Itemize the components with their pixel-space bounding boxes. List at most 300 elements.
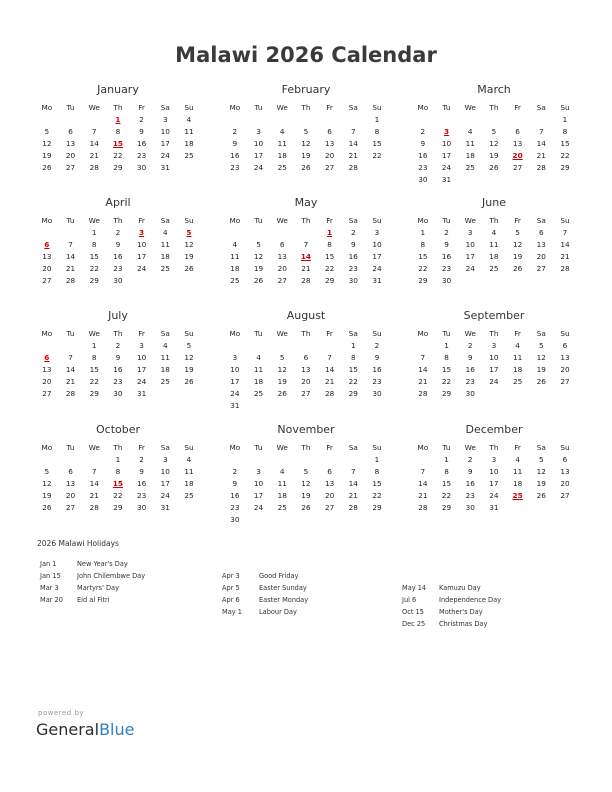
month-name: February — [281, 83, 331, 96]
holiday-date-label: Mar 3 — [40, 584, 59, 592]
weekday-label: We — [276, 443, 288, 452]
day-cell: 18 — [512, 479, 523, 488]
day-cell: 8 — [91, 353, 97, 362]
day-cell: 26 — [512, 264, 523, 273]
empty-day-cell — [482, 388, 506, 400]
weekday-label: Su — [184, 216, 194, 225]
week-row — [223, 239, 389, 251]
holiday-name: John Chilembwe Day — [77, 572, 146, 580]
holiday-date-label: May 1 — [222, 608, 242, 616]
day-cell: 12 — [184, 353, 194, 362]
day-cell: 13 — [65, 479, 76, 488]
day-cell: 16 — [136, 139, 147, 148]
weekday-label: We — [464, 216, 476, 225]
day-cell: 21 — [301, 264, 311, 273]
empty-day-cell — [247, 114, 271, 126]
month-august — [223, 309, 389, 412]
day-cell: 10 — [136, 240, 147, 249]
day-cell: 12 — [253, 252, 264, 261]
day-cell: 12 — [184, 240, 194, 249]
empty-day-cell — [553, 388, 577, 400]
day-cell: 1 — [444, 455, 449, 464]
day-cell: 28 — [536, 163, 546, 172]
week-row — [35, 275, 201, 287]
weekday-label: Th — [113, 216, 123, 225]
week-row — [223, 352, 389, 364]
holiday-date: 6 — [44, 353, 50, 362]
week-row — [35, 352, 201, 364]
day-cell: 6 — [562, 341, 568, 350]
holiday-date: 6 — [44, 240, 50, 249]
day-cell: 20 — [560, 365, 570, 374]
weekday-label: Tu — [254, 329, 263, 338]
empty-day-cell — [59, 454, 83, 466]
holiday-date: 1 — [115, 115, 121, 124]
day-cell: 24 — [160, 491, 170, 500]
day-cell: 6 — [515, 127, 520, 136]
holiday-name: Good Friday — [259, 572, 299, 580]
brand-blue-text: Blue — [99, 720, 135, 739]
generalblue-logo[interactable] — [36, 720, 134, 739]
empty-day-cell — [223, 227, 247, 239]
weekday-label: Mo — [41, 329, 53, 338]
day-cell: 31 — [489, 503, 499, 512]
holiday-date-label: Apr 6 — [222, 596, 240, 604]
day-cell: 27 — [65, 503, 76, 512]
day-cell: 2 — [232, 127, 238, 136]
day-cell: 8 — [91, 240, 97, 249]
month-name: March — [477, 83, 511, 96]
empty-day-cell — [458, 114, 482, 126]
day-cell: 14 — [89, 139, 99, 148]
day-cell: 4 — [162, 228, 168, 237]
day-cell: 29 — [89, 389, 99, 398]
day-cell: 5 — [279, 353, 285, 362]
day-cell: 14 — [418, 479, 428, 488]
weekday-label: Tu — [66, 443, 75, 452]
empty-day-cell — [411, 454, 435, 466]
day-cell: 17 — [136, 365, 147, 374]
day-cell: 2 — [467, 341, 473, 350]
day-cell: 14 — [560, 240, 570, 249]
holiday-date-label: Jan 1 — [40, 560, 57, 568]
day-cell: 10 — [160, 127, 170, 136]
day-cell: 2 — [350, 228, 356, 237]
empty-day-cell — [294, 227, 318, 239]
day-cell: 22 — [348, 377, 358, 386]
day-cell: 6 — [562, 455, 568, 464]
day-cell: 5 — [515, 228, 520, 237]
day-cell: 15 — [441, 479, 452, 488]
weekday-header — [223, 102, 389, 114]
day-cell: 3 — [491, 341, 497, 350]
day-cell: 7 — [562, 228, 568, 237]
day-cell: 12 — [489, 139, 499, 148]
day-cell: 29 — [441, 389, 452, 398]
day-cell: 24 — [160, 151, 170, 160]
day-cell: 23 — [465, 377, 475, 386]
empty-day-cell — [294, 340, 318, 352]
day-cell: 10 — [489, 467, 499, 476]
day-cell: 16 — [372, 365, 382, 374]
holiday-name: Martyrs' Day — [77, 584, 120, 592]
day-cell: 18 — [512, 365, 523, 374]
day-cell: 11 — [277, 139, 287, 148]
empty-day-cell — [153, 388, 177, 400]
day-cell: 13 — [42, 252, 52, 261]
day-cell: 4 — [256, 353, 261, 362]
day-cell: 21 — [536, 151, 546, 160]
empty-day-cell — [553, 275, 577, 287]
day-cell: 25 — [184, 151, 194, 160]
day-cell: 21 — [65, 377, 76, 386]
day-cell: 4 — [186, 455, 192, 464]
day-cell: 25 — [489, 264, 499, 273]
empty-day-cell — [59, 114, 83, 126]
week-row — [411, 376, 577, 388]
weekday-label: We — [88, 216, 100, 225]
day-cell: 19 — [184, 365, 194, 374]
weekday-label: Tu — [442, 103, 451, 112]
empty-day-cell — [130, 275, 154, 287]
week-row — [223, 162, 389, 174]
month-july — [35, 309, 201, 400]
day-cell: 25 — [277, 163, 287, 172]
weekday-label: Th — [113, 103, 123, 112]
week-row — [35, 466, 201, 478]
day-cell: 19 — [301, 491, 311, 500]
holiday-date-label: Apr 3 — [222, 572, 240, 580]
day-cell: 15 — [89, 252, 99, 261]
day-cell: 27 — [42, 389, 52, 398]
day-cell: 14 — [324, 365, 335, 374]
month-may — [223, 196, 389, 287]
holiday-date-label: Jan 15 — [40, 572, 61, 580]
day-cell: 30 — [348, 276, 358, 285]
day-cell: 23 — [441, 264, 452, 273]
day-cell: 25 — [160, 264, 170, 273]
week-row — [411, 126, 577, 138]
day-cell: 7 — [350, 127, 356, 136]
day-cell: 9 — [350, 240, 356, 249]
week-row — [411, 502, 577, 514]
empty-day-cell — [365, 400, 389, 412]
day-cell: 16 — [465, 365, 475, 374]
day-cell: 24 — [253, 503, 264, 512]
day-cell: 7 — [68, 240, 73, 249]
day-cell: 20 — [536, 252, 546, 261]
day-cell: 11 — [253, 365, 264, 374]
week-row — [223, 227, 389, 239]
day-cell: 27 — [560, 491, 570, 500]
day-cell: 3 — [256, 127, 261, 136]
day-cell: 25 — [160, 377, 170, 386]
weekday-label: Th — [113, 443, 123, 452]
weekday-label: Tu — [442, 216, 451, 225]
day-cell: 29 — [324, 276, 335, 285]
weekday-header — [223, 328, 389, 340]
day-cell: 29 — [560, 163, 570, 172]
day-cell: 21 — [324, 377, 335, 386]
holiday-date: 25 — [512, 491, 523, 500]
holiday-item — [40, 570, 220, 582]
week-row — [411, 388, 577, 400]
day-cell: 4 — [491, 228, 497, 237]
day-cell: 1 — [420, 228, 426, 237]
day-cell: 1 — [562, 115, 568, 124]
day-cell: 29 — [113, 503, 123, 512]
day-cell: 5 — [44, 467, 50, 476]
day-cell: 28 — [65, 276, 76, 285]
day-cell: 18 — [230, 264, 240, 273]
day-cell: 5 — [491, 127, 497, 136]
day-cell: 27 — [324, 163, 335, 172]
empty-day-cell — [506, 275, 530, 287]
empty-day-cell — [35, 114, 59, 126]
day-cell: 3 — [232, 353, 238, 362]
weekday-label: Th — [489, 443, 499, 452]
holiday-name: Mother's Day — [439, 608, 483, 616]
day-cell: 24 — [253, 163, 264, 172]
day-cell: 23 — [465, 491, 475, 500]
day-cell: 2 — [467, 455, 473, 464]
week-row — [223, 478, 389, 490]
week-row — [223, 275, 389, 287]
day-cell: 26 — [277, 389, 287, 398]
empty-day-cell — [318, 114, 342, 126]
day-cell: 12 — [536, 353, 546, 362]
day-cell: 30 — [372, 389, 382, 398]
day-cell: 24 — [136, 264, 147, 273]
weekday-label: Th — [301, 443, 311, 452]
holiday-date-label: May 14 — [402, 584, 427, 592]
day-cell: 26 — [253, 276, 264, 285]
day-cell: 4 — [515, 341, 520, 350]
day-cell: 22 — [113, 151, 123, 160]
empty-day-cell — [270, 514, 294, 526]
week-row — [411, 490, 577, 502]
day-cell: 15 — [89, 365, 99, 374]
month-october — [35, 423, 201, 514]
holiday-name: Independence Day — [439, 596, 502, 604]
weekday-label: Fr — [138, 443, 145, 452]
day-cell: 2 — [115, 341, 121, 350]
week-row — [223, 114, 389, 126]
day-cell: 24 — [136, 377, 147, 386]
empty-day-cell — [411, 340, 435, 352]
day-cell: 8 — [444, 353, 449, 362]
weekday-label: We — [88, 443, 100, 452]
day-cell: 1 — [444, 341, 449, 350]
week-row — [223, 150, 389, 162]
day-cell: 10 — [465, 240, 475, 249]
holiday-name: Easter Monday — [259, 596, 309, 604]
empty-day-cell — [59, 227, 83, 239]
empty-day-cell — [529, 174, 553, 186]
day-cell: 16 — [348, 252, 358, 261]
weekday-label: Th — [489, 103, 499, 112]
day-cell: 3 — [374, 228, 380, 237]
day-cell: 27 — [301, 389, 311, 398]
day-cell: 21 — [89, 151, 99, 160]
day-cell: 20 — [324, 151, 335, 160]
day-cell: 25 — [512, 377, 523, 386]
weekday-label: Tu — [66, 329, 75, 338]
weekday-label: Su — [372, 329, 382, 338]
day-cell: 1 — [374, 115, 380, 124]
day-cell: 27 — [42, 276, 52, 285]
weekday-label: Mo — [41, 443, 53, 452]
month-december — [411, 423, 577, 514]
day-cell: 2 — [232, 467, 238, 476]
day-cell: 29 — [113, 163, 123, 172]
week-row — [411, 466, 577, 478]
day-cell: 17 — [253, 491, 264, 500]
month-name: June — [482, 196, 506, 209]
day-cell: 15 — [441, 365, 452, 374]
day-cell: 15 — [348, 365, 358, 374]
holiday-date: 14 — [300, 252, 311, 261]
week-row — [223, 364, 389, 376]
day-cell: 4 — [162, 341, 168, 350]
holiday-item — [402, 582, 582, 594]
empty-day-cell — [247, 400, 271, 412]
day-cell: 14 — [348, 139, 358, 148]
day-cell: 10 — [372, 240, 382, 249]
day-cell: 6 — [279, 240, 285, 249]
day-cell: 19 — [42, 151, 52, 160]
day-cell: 18 — [160, 365, 170, 374]
day-cell: 28 — [418, 389, 428, 398]
empty-day-cell — [177, 275, 201, 287]
day-cell: 27 — [560, 377, 570, 386]
holiday-name: Eid al Fitri — [77, 596, 110, 604]
week-row — [223, 376, 389, 388]
weekday-label: We — [276, 216, 288, 225]
day-cell: 27 — [536, 264, 546, 273]
day-cell: 8 — [115, 467, 121, 476]
empty-day-cell — [318, 454, 342, 466]
day-cell: 22 — [441, 491, 452, 500]
day-cell: 8 — [562, 127, 568, 136]
day-cell: 13 — [560, 353, 570, 362]
empty-day-cell — [35, 227, 59, 239]
day-cell: 4 — [232, 240, 238, 249]
day-cell: 13 — [512, 139, 523, 148]
week-row — [223, 126, 389, 138]
weekday-header — [35, 215, 201, 227]
empty-day-cell — [177, 502, 201, 514]
day-cell: 17 — [230, 377, 240, 386]
empty-day-cell — [270, 340, 294, 352]
day-cell: 23 — [372, 377, 382, 386]
day-cell: 9 — [115, 240, 121, 249]
week-row — [223, 263, 389, 275]
month-name: September — [463, 309, 525, 322]
holiday-date-label: Apr 5 — [222, 584, 240, 592]
weekday-label: Mo — [229, 443, 241, 452]
day-cell: 26 — [184, 377, 194, 386]
day-cell: 26 — [489, 163, 499, 172]
empty-day-cell — [506, 114, 530, 126]
week-row — [411, 263, 577, 275]
month-name: January — [97, 83, 139, 96]
weekday-label: Fr — [138, 103, 145, 112]
weekday-header — [411, 215, 577, 227]
weekday-label: Sa — [348, 216, 358, 225]
day-cell: 10 — [253, 479, 264, 488]
weekday-label: Sa — [160, 329, 170, 338]
day-cell: 15 — [418, 252, 428, 261]
powered-by-text: powered by — [38, 709, 85, 717]
day-cell: 14 — [65, 252, 76, 261]
day-cell: 29 — [441, 503, 452, 512]
weekday-label: Mo — [41, 216, 53, 225]
week-row — [411, 275, 577, 287]
page-title: Malawi 2026 Calendar — [175, 43, 437, 67]
day-cell: 7 — [91, 467, 97, 476]
day-cell: 28 — [348, 503, 358, 512]
weekday-label: Sa — [348, 443, 358, 452]
month-june — [411, 196, 577, 287]
weekday-label: Su — [372, 443, 382, 452]
day-cell: 28 — [89, 503, 99, 512]
day-cell: 8 — [420, 240, 426, 249]
empty-day-cell — [294, 400, 318, 412]
day-cell: 14 — [418, 365, 428, 374]
day-cell: 22 — [89, 377, 99, 386]
day-cell: 31 — [372, 276, 382, 285]
day-cell: 20 — [277, 264, 287, 273]
empty-day-cell — [270, 114, 294, 126]
empty-day-cell — [177, 388, 201, 400]
empty-day-cell — [82, 114, 106, 126]
empty-day-cell — [553, 174, 577, 186]
day-cell: 9 — [139, 127, 144, 136]
day-cell: 22 — [113, 491, 123, 500]
week-row — [411, 239, 577, 251]
day-cell: 21 — [65, 264, 76, 273]
empty-day-cell — [341, 514, 365, 526]
day-cell: 21 — [348, 151, 358, 160]
month-name: April — [105, 196, 131, 209]
holiday-item — [222, 570, 402, 582]
day-cell: 30 — [418, 175, 428, 184]
day-cell: 13 — [277, 252, 287, 261]
week-row — [411, 340, 577, 352]
day-cell: 5 — [538, 341, 544, 350]
week-row — [411, 352, 577, 364]
day-cell: 18 — [160, 252, 170, 261]
holiday-date: 3 — [443, 127, 450, 136]
weekday-label: Mo — [417, 443, 429, 452]
week-row — [223, 400, 389, 412]
day-cell: 7 — [538, 127, 544, 136]
weekday-label: Fr — [326, 216, 333, 225]
week-row — [35, 263, 201, 275]
week-row — [35, 150, 201, 162]
day-cell: 10 — [441, 139, 452, 148]
day-cell: 14 — [536, 139, 546, 148]
day-cell: 4 — [515, 455, 520, 464]
weekday-label: Th — [301, 329, 311, 338]
holiday-item — [402, 606, 582, 618]
day-cell: 9 — [467, 467, 473, 476]
day-cell: 17 — [489, 365, 499, 374]
day-cell: 29 — [372, 503, 382, 512]
day-cell: 16 — [230, 491, 240, 500]
weekday-label: We — [276, 103, 288, 112]
